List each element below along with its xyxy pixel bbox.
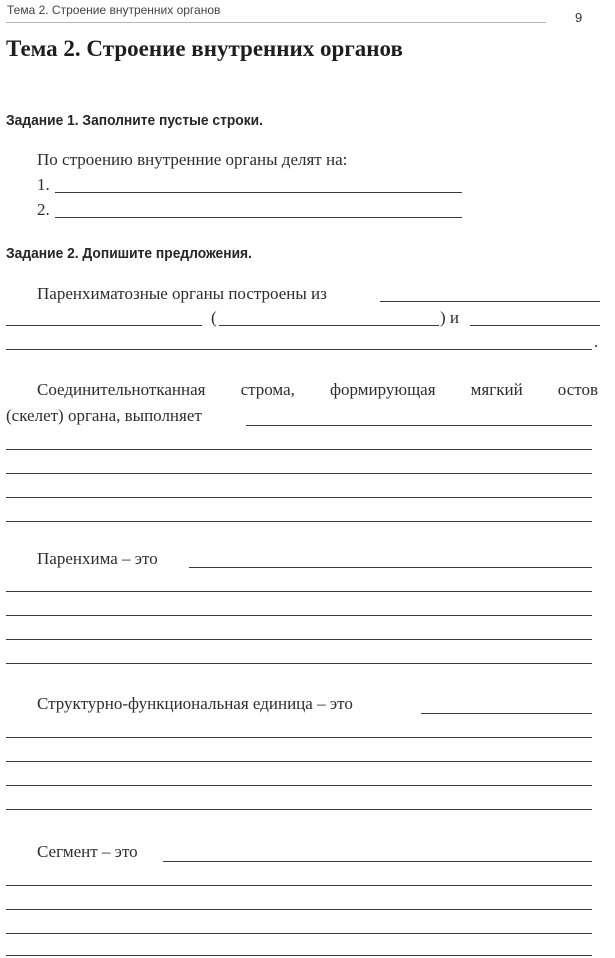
task1-prompt: По строению внутренние органы делят на: xyxy=(37,150,348,169)
task1-heading: Задание 1. Заполните пустые строки. xyxy=(6,112,263,129)
sentence5-answer-line-c[interactable] xyxy=(6,909,592,910)
sentence4-answer-line-a[interactable] xyxy=(421,713,592,714)
task1-answer-line-2[interactable] xyxy=(55,217,462,218)
sentence2-answer-line-c[interactable] xyxy=(6,473,592,474)
topic-title: Тема 2. Строение внутренних органов xyxy=(6,36,403,61)
sentence5-answer-line-d[interactable] xyxy=(6,933,592,934)
sentence1-open-paren: ( xyxy=(211,308,217,327)
sentence5-start: Сегмент – это xyxy=(37,842,138,861)
sentence1-answer-line-b[interactable] xyxy=(6,325,202,326)
sentence5-answer-line-e[interactable] xyxy=(6,955,592,956)
sentence4-answer-line-b[interactable] xyxy=(6,737,592,738)
sentence2-answer-line-a[interactable] xyxy=(246,425,592,426)
sentence4-start: Структурно-функциональная единица – это xyxy=(37,694,353,713)
sentence4-answer-line-c[interactable] xyxy=(6,761,592,762)
sentence3-start: Паренхима – это xyxy=(37,549,158,568)
sentence1-answer-line-c[interactable] xyxy=(219,325,439,326)
sentence1-start: Паренхиматозные органы построены из xyxy=(37,284,327,303)
sentence1-answer-line-a[interactable] xyxy=(380,301,600,302)
sentence3-answer-line-b[interactable] xyxy=(6,591,592,592)
sentence2-line1 xyxy=(6,380,598,400)
sentence1-answer-line-d[interactable] xyxy=(470,325,600,326)
task1-item1-label: 1. xyxy=(37,175,50,194)
sentence1-answer-line-e[interactable] xyxy=(6,349,592,350)
sentence3-answer-line-c[interactable] xyxy=(6,615,592,616)
sentence2-word-2: строма, xyxy=(240,380,295,399)
sentence3-answer-line-e[interactable] xyxy=(6,663,592,664)
running-header-title: Тема 2. Строение внутренних органов xyxy=(7,3,221,17)
sentence2-word-5: остов xyxy=(557,380,598,399)
sentence5-answer-line-b[interactable] xyxy=(6,885,592,886)
sentence3-answer-line-a[interactable] xyxy=(189,567,592,568)
sentence1-end-period: . xyxy=(594,332,599,351)
sentence2-line2: (скелет) органа, выполняет xyxy=(6,406,202,425)
sentence2-answer-line-d[interactable] xyxy=(6,497,592,498)
sentence2-word-4: мягкий xyxy=(470,380,523,399)
sentence2-word-1: Соединительнотканная xyxy=(37,380,206,399)
sentence4-answer-line-d[interactable] xyxy=(6,785,592,786)
sentence3-answer-line-d[interactable] xyxy=(6,639,592,640)
sentence1-close-paren-and: ) и xyxy=(440,308,460,327)
sentence2-word-3: формирующая xyxy=(329,380,436,399)
task1-item2-label: 2. xyxy=(37,200,50,219)
page-number: 9 xyxy=(575,10,583,25)
sentence2-answer-line-b[interactable] xyxy=(6,449,592,450)
sentence4-answer-line-e[interactable] xyxy=(6,809,592,810)
sentence5-answer-line-a[interactable] xyxy=(163,861,592,862)
sentence2-answer-line-e[interactable] xyxy=(6,521,592,522)
task1-answer-line-1[interactable] xyxy=(55,192,462,193)
header-divider xyxy=(6,22,546,23)
task2-heading: Задание 2. Допишите предложения. xyxy=(6,245,252,262)
